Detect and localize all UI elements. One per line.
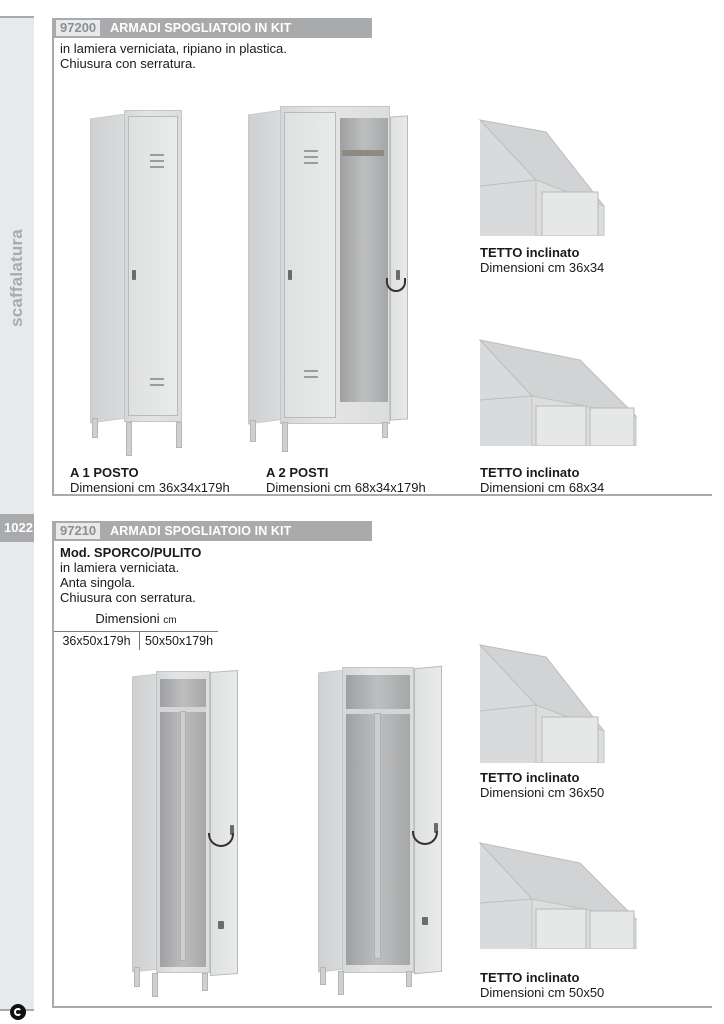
accessory-caption-36x34: [480, 245, 604, 275]
product-dimensions: Dimensioni cm 68x34x179h: [266, 480, 426, 495]
dimension-unit: cm: [163, 615, 177, 626]
page-number-tab: [0, 514, 34, 542]
dimension-cell: 50x50x179h: [144, 634, 214, 648]
accessory-name: TETTO inclinato: [480, 245, 580, 260]
sidebar: [0, 16, 34, 1011]
description-line: Chiusura con serratura.: [60, 590, 196, 605]
section-title: ARMADI SPOGLIATOIO IN KIT: [110, 21, 292, 35]
roof-50x50-image: [476, 841, 638, 949]
section-header: [54, 18, 372, 38]
accessory-caption-50x50: [480, 970, 604, 1000]
description-line: in lamiera verniciata, ripiano in plastica.: [60, 41, 287, 56]
description-line: Anta singola.: [60, 575, 136, 590]
section-header: [54, 521, 372, 541]
roof-36x50-image: [476, 643, 608, 763]
product-name: A 1 POSTO: [70, 465, 139, 480]
c-logo-icon: [10, 1004, 26, 1020]
dimension-header-label: Dimensioni: [95, 611, 160, 626]
category-label: [2, 228, 32, 328]
roof-36x34-image: [476, 118, 608, 236]
model-name: Mod. SPORCO/PULITO: [60, 545, 202, 560]
accessory-name: TETTO inclinato: [480, 770, 580, 785]
locker-1-posto-image: [88, 106, 186, 456]
product-code: 97210: [56, 523, 100, 539]
section-description: [60, 545, 201, 605]
description-line: in lamiera verniciata.: [60, 560, 180, 575]
dimension-table-header: [54, 611, 218, 632]
accessory-caption-68x34: [480, 465, 604, 495]
section-97200: [52, 18, 712, 496]
accessory-dimensions: Dimensioni cm 36x34: [480, 260, 605, 275]
description-line: Chiusura con serratura.: [60, 56, 196, 71]
accessory-dimensions: Dimensioni cm 36x50: [480, 785, 605, 800]
product-caption-2-posti: [266, 465, 426, 495]
section-title: ARMADI SPOGLIATOIO IN KIT: [110, 524, 292, 538]
product-caption-1-posto: [70, 465, 230, 495]
dimension-cell: 36x50x179h: [54, 632, 140, 650]
roof-68x34-image: [476, 338, 638, 446]
section-description: [60, 41, 287, 71]
accessory-caption-36x50: [480, 770, 604, 800]
product-dimensions: Dimensioni cm 36x34x179h: [70, 480, 230, 495]
locker-2-posti-image: [246, 102, 416, 452]
accessory-name: TETTO inclinato: [480, 970, 580, 985]
accessory-name: TETTO inclinato: [480, 465, 580, 480]
dimension-table: [54, 611, 218, 650]
locker-sporco-pulito-50-image: [316, 663, 446, 993]
locker-sporco-pulito-36-image: [130, 667, 242, 997]
section-97210: [52, 521, 712, 1008]
product-name: A 2 POSTI: [266, 465, 329, 480]
accessory-dimensions: Dimensioni cm 68x34: [480, 480, 605, 495]
category-label-text: scaffalatura: [7, 229, 26, 327]
accessory-dimensions: Dimensioni cm 50x50: [480, 985, 605, 1000]
dimension-table-row: [54, 632, 218, 650]
page-number: 1022: [4, 520, 33, 535]
product-code: 97200: [56, 20, 100, 36]
